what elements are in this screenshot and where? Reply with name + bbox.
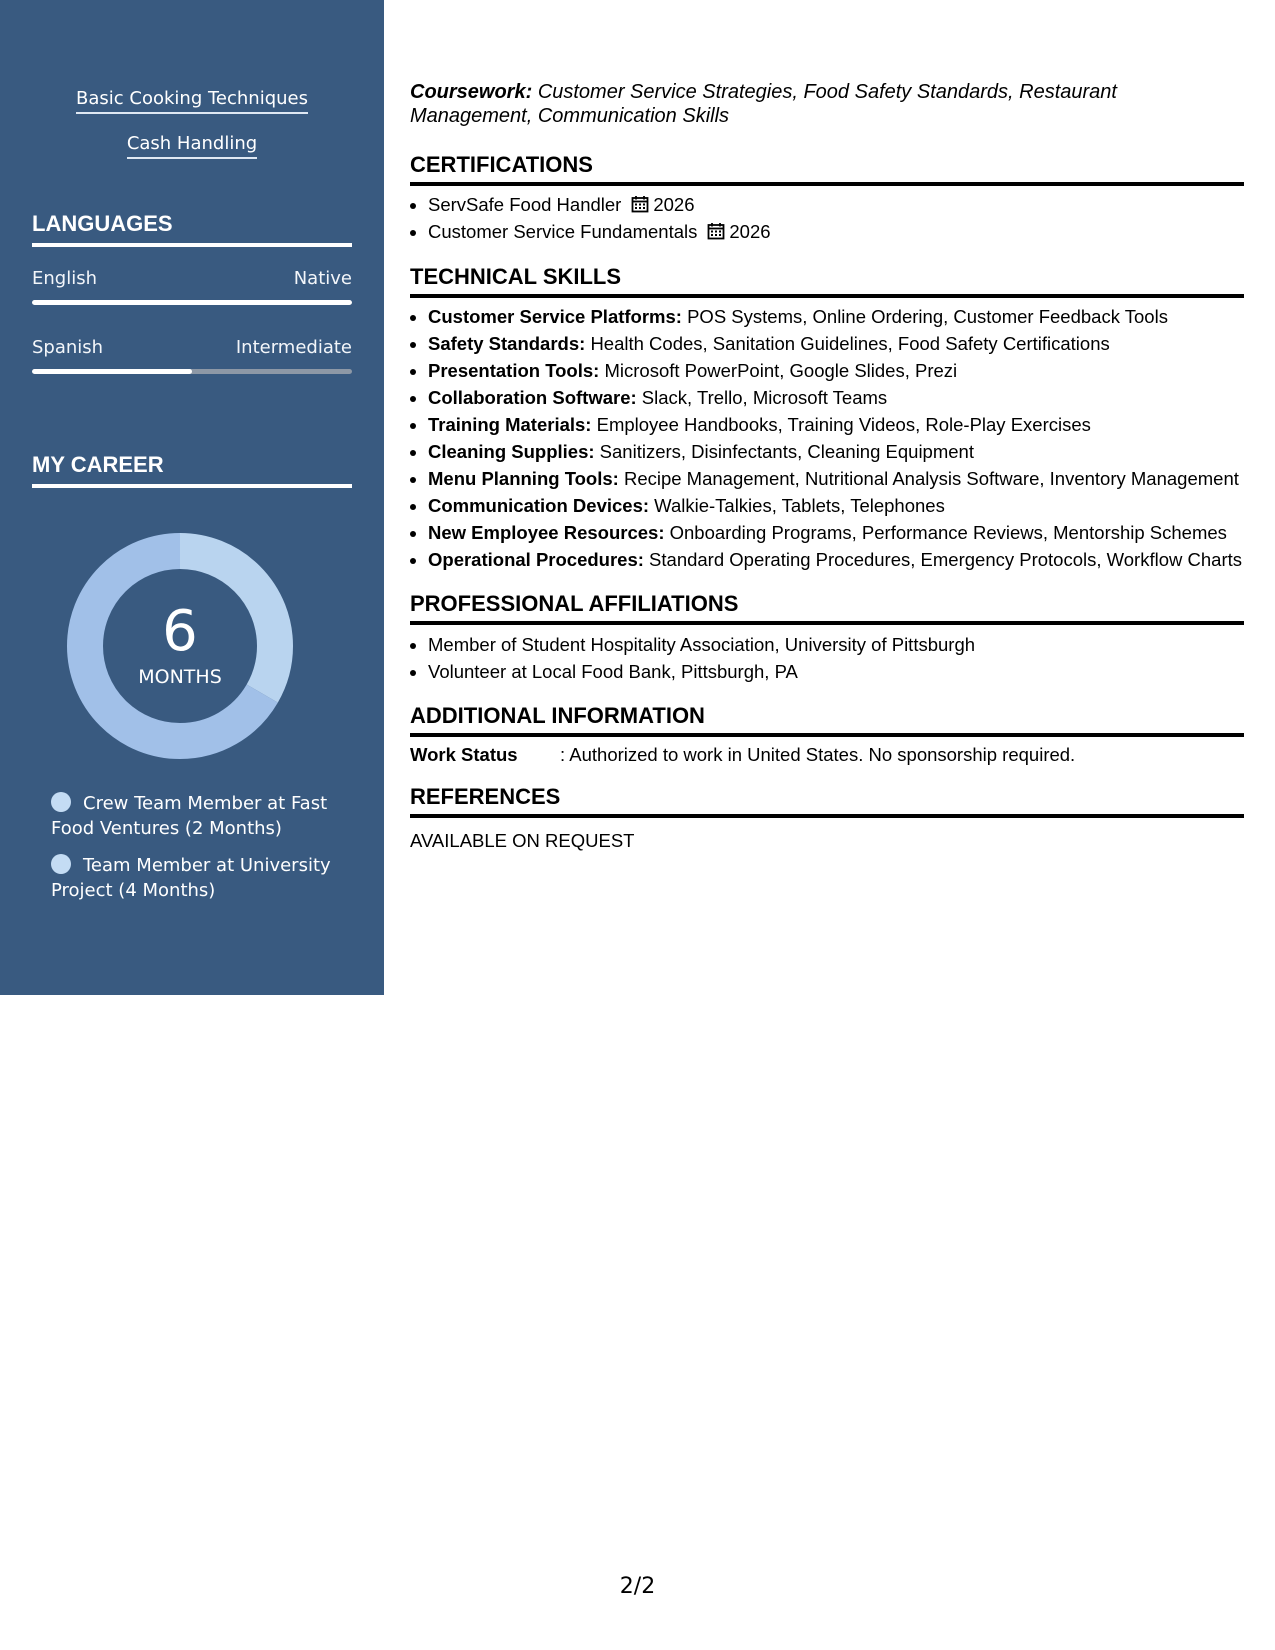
skill-label: Customer Service Platforms: [428,306,682,327]
additional-info-heading: ADDITIONAL INFORMATION [410,703,1244,737]
skill-value: Sanitizers, Disinfectants, Cleaning Equipment [599,441,974,462]
work-status-label: Work Status [410,744,518,765]
page-number: 2/2 [619,1574,656,1599]
skill-item [428,492,1262,519]
skill-label[interactable]: Cash Handling [127,133,257,159]
language-bar-spanish [32,369,352,374]
skill-value: POS Systems, Online Ordering, Customer Feedback Tools [687,306,1168,327]
references-text: AVAILABLE ON REQUEST [410,830,635,851]
skill-value: Slack, Trello, Microsoft Teams [641,387,888,408]
skill-label: Collaboration Software: [428,387,637,408]
technical-skills-list [410,303,1262,573]
language-row-english [32,268,352,289]
skill-value: Employee Handbooks, Training Videos, Role-Play Exercises [596,414,1091,435]
language-bar-fill [32,369,192,374]
career-dot-icon [51,792,71,812]
skill-label: New Employee Resources: [428,522,665,543]
language-name: Spanish [32,337,104,358]
languages-heading: LANGUAGES [32,211,352,247]
skill-value: Microsoft PowerPoint, Google Slides, Prezi [604,360,958,381]
skill-item [428,411,1262,438]
certification-year: 2026 [729,221,771,242]
language-level: Intermediate [235,337,352,358]
skill-value: Standard Operating Procedures, Emergency Protocols, Workflow Charts [649,549,1242,570]
skill-value: Health Codes, Sanitation Guidelines, Food Safety Certifications [590,333,1110,354]
skill-item [428,465,1262,492]
skill-item [428,519,1262,546]
career-dot-icon [51,854,71,874]
career-total-unit: MONTHS [138,666,222,688]
career-heading: MY CAREER [32,452,352,488]
sidebar [0,0,384,995]
career-total [66,532,294,760]
skill-link-basic-cooking[interactable] [0,88,384,109]
skill-label: Cleaning Supplies: [428,441,595,462]
skill-item [428,330,1262,357]
skill-item [428,384,1262,411]
affiliations-list [410,631,1262,685]
affiliation-item: • Member of Student Hospitality Association, University of Pittsburgh [428,631,1262,658]
career-item-text: Crew Team Member at Fast Food Ventures (2 Months) [51,793,328,839]
skill-label: Presentation Tools: [428,360,600,381]
skill-label: Menu Planning Tools: [428,468,619,489]
skill-item [428,357,1262,384]
language-level: Native [293,268,352,289]
skill-label: Safety Standards: [428,333,586,354]
skill-item [428,546,1262,573]
skill-label: Training Materials: [428,414,592,435]
language-bar-english [32,300,352,305]
career-item [51,791,341,841]
certification-item [428,218,1262,245]
references-heading: REFERENCES [410,784,1244,818]
certification-year: 2026 [653,194,695,215]
skill-link-cash-handling[interactable] [0,133,384,154]
technical-skills-heading: TECHNICAL SKILLS [410,264,1244,298]
language-row-spanish [32,337,352,358]
affiliations-heading: PROFESSIONAL AFFILIATIONS [410,591,1244,625]
skill-value: Recipe Management, Nutritional Analysis Software, Inventory Management [623,468,1239,489]
language-name: English [32,268,97,289]
career-donut-chart [66,532,294,760]
certifications-list [410,191,1262,245]
work-status-value: : Authorized to work in United States. No sponsorship required. [560,744,1076,765]
calendar-icon [631,195,649,213]
certification-name: ServSafe Food Handler [428,194,622,215]
coursework-label: Coursework: [410,81,533,103]
certification-name: Customer Service Fundamentals [428,221,698,242]
skill-label: Communication Devices: [428,495,650,516]
skill-label: Operational Procedures: [428,549,644,570]
skill-value: Onboarding Programs, Performance Reviews, Mentorship Schemes [669,522,1227,543]
affiliation-item: • Volunteer at Local Food Bank, Pittsburgh, PA [428,658,1262,685]
career-item [51,853,341,903]
work-status [410,744,1244,766]
coursework-text: Customer Service Strategies, Food Safety Standards, Restaurant Management, Communication Skills [410,81,1117,127]
skill-label[interactable]: Basic Cooking Techniques [76,88,308,114]
skill-item [428,438,1262,465]
skill-value: Walkie-Talkies, Tablets, Telephones [654,495,945,516]
career-total-value: 6 [162,599,198,664]
career-item-text: Team Member at University Project (4 Months) [51,855,331,901]
certification-item [428,191,1262,218]
coursework [410,80,1244,128]
skill-item [428,303,1262,330]
language-bar-fill [32,300,352,305]
calendar-icon [707,222,725,240]
certifications-heading: CERTIFICATIONS [410,152,1244,186]
